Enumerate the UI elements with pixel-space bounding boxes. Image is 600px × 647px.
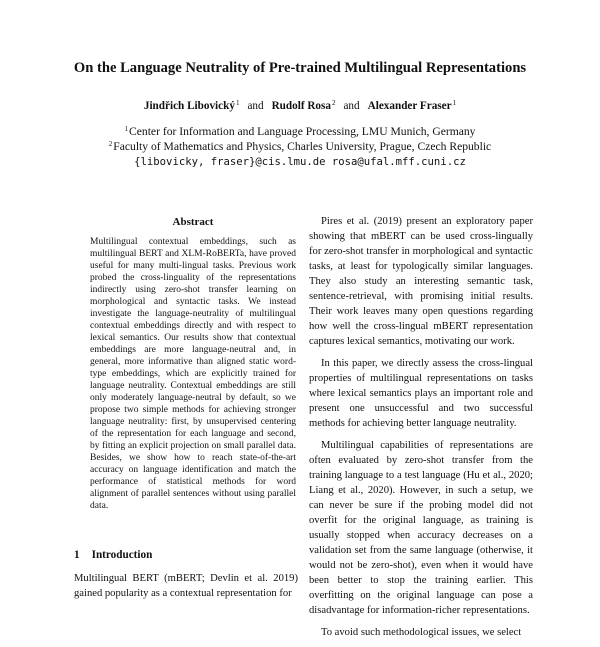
- intro-paragraph: Multilingual BERT (mBERT; Devlin et al. 2019) gained popularity as a contextual representation for: [74, 573, 298, 599]
- section-heading: [74, 549, 152, 561]
- section-title: Introduction: [91, 549, 153, 561]
- right-column: [309, 214, 533, 647]
- section-number: 1: [74, 549, 80, 561]
- body-paragraph: To avoid such methodological issues, we select: [321, 627, 522, 638]
- body-paragraph: Multilingual capabilities of representations are often evaluated by zero-shot transfer from the training language to a test language (Hu et al., 2020; Liang et al., 2020). However, in such a setup, we can never be sure if the probing model did not overfit for the original language, as training is usually stopped when accuracy decreases on a validation set from the same language (otherwise, it would not be zero-shot), even when it would have been better to stop the training earlier. This overfitting on the original language can pose a disadvantage for information-richer representations.: [309, 440, 533, 616]
- affiliation-mark: 2: [108, 140, 113, 148]
- abstract-text: Multilingual contextual embeddings, such as multilingual BERT and XLM-RoBERTa, have proved useful for many multi-lingual tasks. Previous work probed the cross-linguality of the representations indirectly using zero-shot transfer learning on morphological and syntactic tasks. We instead investigate the language-neutrality of multilingual contextual embeddings directly and with respect to lexical semantics. Our results show that contextual embeddings are more language-neutral and, in general, more informative than aligned static word-type embeddings, which are explicitly trained for language neutrality. Contextual embeddings are still only moderately language-neutral by default, so we propose two simple methods for achieving stronger language neutrality: first, by unsupervised centering of the representation for each language and second, by fitting an explicit projection on small parallel data. Besides, we show how to reach state-of-the-art accuracy on language identification and match the performance of statistical methods for word alignment of parallel sentences without using parallel data.: [90, 237, 296, 511]
- affiliation-line: [0, 140, 600, 153]
- affiliation-line: [0, 125, 600, 138]
- affiliation-text: Center for Information and Language Processing, LMU Munich, Germany: [129, 125, 476, 138]
- author-separator: and: [343, 100, 360, 112]
- affiliation-mark: 2: [331, 99, 336, 107]
- author-separator: and: [247, 100, 264, 112]
- affiliation-mark: 1: [235, 99, 240, 107]
- affiliation-mark: 1: [124, 125, 129, 133]
- author-name: Rudolf Rosa: [271, 100, 331, 112]
- affiliation-text: Faculty of Mathematics and Physics, Charles University, Prague, Czech Republic: [113, 140, 492, 153]
- abstract-heading: Abstract: [172, 216, 214, 228]
- author-list: [0, 99, 600, 112]
- paper-title: On the Language Neutrality of Pre-trained Multilingual Representations: [73, 60, 527, 76]
- body-paragraph: In this paper, we directly assess the cross-lingual properties of multilingual representations on tasks where lexical semantics plays an important role and present one unsuccessful and two successful methods for achieving better language neutrality.: [309, 358, 533, 429]
- author-name: Jindřich Libovický: [143, 100, 235, 112]
- author-emails: {libovicky, fraser}@cis.lmu.de rosa@ufal.mff.cuni.cz: [134, 156, 466, 168]
- affiliation-mark: 1: [452, 99, 457, 107]
- body-paragraph: Pires et al. (2019) present an exploratory paper showing that mBERT can be used cross-lingually for zero-shot transfer in morphological and syntactic tasks, at least for typologically similar languages. They also study an interesting semantic task, sentence-retrieval, with promising initial results. Their work leaves many open questions regarding how well the cross-lingual mBERT representation captures lexical semantics, motivating our work.: [309, 216, 533, 347]
- author-name: Alexander Fraser: [367, 100, 452, 112]
